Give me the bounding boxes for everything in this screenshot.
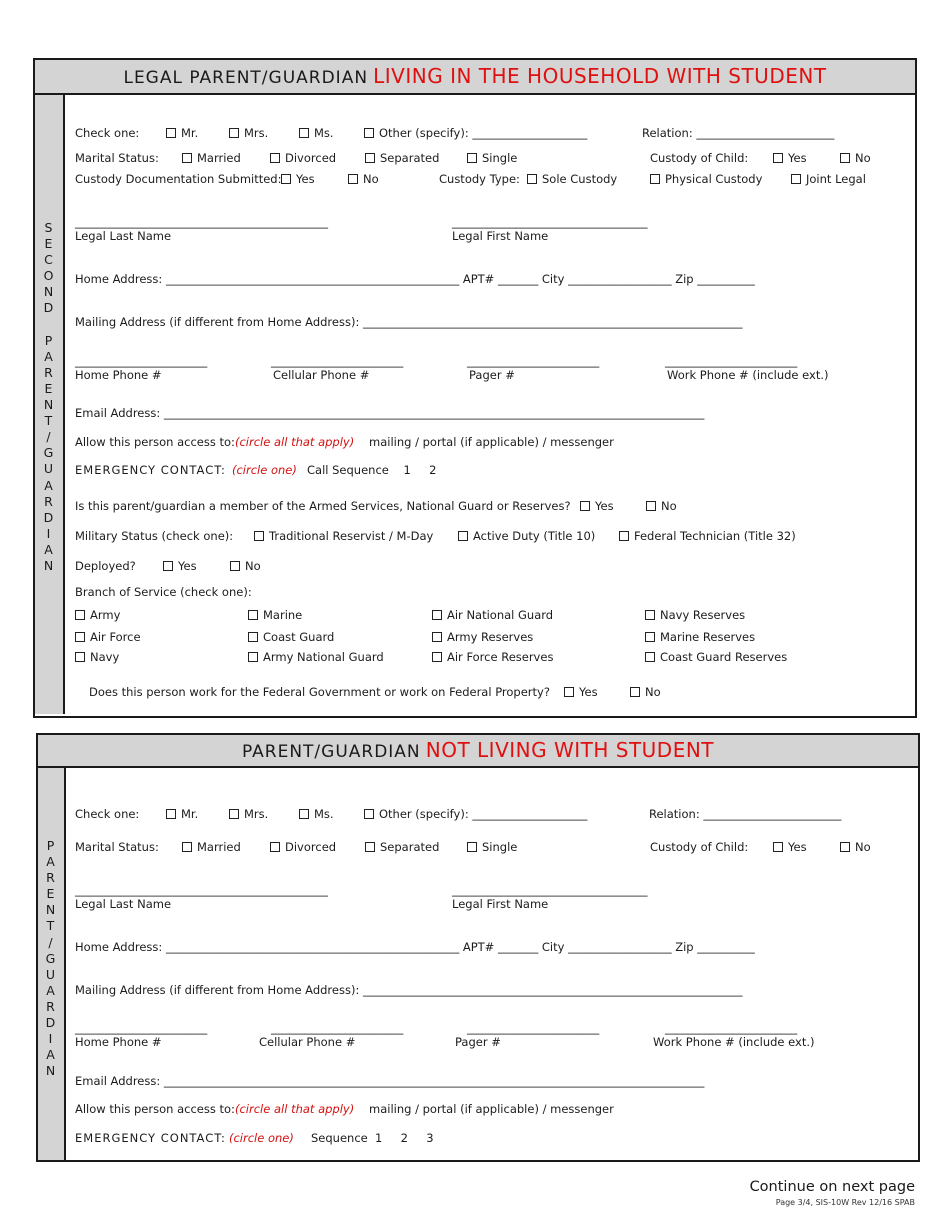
section2-header [38,735,918,768]
s2-circle-all-note: (circle all that apply) [235,1102,355,1116]
legal-first-name-label: Legal First Name [452,229,549,243]
mrs-checkbox[interactable] [229,128,239,138]
s2-divorced-checkbox[interactable] [270,842,280,852]
armed-yes-option[interactable]: Yes [580,499,614,513]
s2-circle-one-note: (circle one) [229,1131,294,1145]
s2-married-checkbox[interactable] [182,842,192,852]
title-mrs-option[interactable]: Mrs. [229,126,268,140]
s2-married-option[interactable]: Married [182,840,241,854]
section2-side-bar [38,768,66,1160]
deployed-yes-checkbox[interactable] [163,561,173,571]
s2-title-other-option[interactable]: Other (specify): ____________________ [364,807,587,821]
s2-check-one-label: Check one: [75,807,140,821]
marine-checkbox[interactable] [248,610,258,620]
s2-pager-label: Pager # [455,1035,501,1049]
home-address-field[interactable]: Home Address: ___________________________________________________ APT# _______ City __________________ Zip __________ [75,272,755,286]
separated-option[interactable]: Separated [365,151,439,165]
first-name-line[interactable]: __________________________________ [452,215,648,229]
ms-checkbox[interactable] [299,128,309,138]
s2-title-mr-option[interactable]: Mr. [166,807,198,821]
call-sequence-options[interactable]: Call Sequence 1 2 [307,463,437,477]
s2-email-field[interactable]: Email Address: ______________________________________________________________________________________________ [75,1074,705,1088]
custody-doc-yes-checkbox[interactable] [281,174,291,184]
cell-phone-label: Cellular Phone # [273,368,370,382]
navy-reserves-checkbox[interactable] [645,610,655,620]
s2-legal-first-name-label: Legal First Name [452,897,549,911]
home-phone-line[interactable]: _______________________ [75,354,208,368]
marital-status-label: Marital Status: [75,151,159,165]
navy-checkbox[interactable] [75,652,85,662]
military-status-label: Military Status (check one): [75,529,234,543]
married-option[interactable]: Married [182,151,241,165]
custody-no-checkbox[interactable] [840,153,850,163]
federal-no-checkbox[interactable] [630,687,640,697]
section1-header [35,60,915,95]
deployed-no-checkbox[interactable] [230,561,240,571]
active-duty-option[interactable]: Active Duty (Title 10) [458,529,595,543]
title-mr-option[interactable]: Mr. [166,126,198,140]
s2-custody-yes-checkbox[interactable] [773,842,783,852]
custody-doc-no-option[interactable]: No [348,172,379,186]
s2-home-phone-line[interactable]: _______________________ [75,1021,208,1035]
check-one-label: Check one: [75,126,140,140]
title-other-option[interactable]: Other (specify): ____________________ [364,126,587,140]
s2-single-checkbox[interactable] [467,842,477,852]
air-force-reserves-checkbox[interactable] [432,652,442,662]
federal-technician-checkbox[interactable] [619,531,629,541]
section2-title-black: PARENT/GUARDIAN [241,742,421,762]
federal-yes-option[interactable]: Yes [564,685,598,699]
s2-separated-option[interactable]: Separated [365,840,439,854]
s2-custody-no-option[interactable]: No [840,840,871,854]
circle-one-note: (circle one) [232,463,297,477]
branch-navy-reserves[interactable]: Navy Reserves [645,608,745,622]
sole-custody-option[interactable]: Sole Custody [527,172,617,186]
branch-coast-guard-reserves[interactable]: Coast Guard Reserves [645,650,787,664]
branch-navy[interactable]: Navy [75,650,119,664]
traditional-reservist-option[interactable]: Traditional Reservist / M-Day [254,529,433,543]
continue-next-page: Continue on next page [749,1179,915,1195]
s2-emergency-contact-label: EMERGENCY CONTACT: [75,1131,226,1145]
s2-home-address-field[interactable]: Home Address: ___________________________________________________ APT# _______ City __________________ Zip __________ [75,940,755,954]
single-option[interactable]: Single [467,151,517,165]
s2-single-option[interactable]: Single [467,840,517,854]
coast-guard-reserves-checkbox[interactable] [645,652,655,662]
s2-custody-of-child-label: Custody of Child: [650,840,749,854]
branch-air-force[interactable]: Air Force [75,630,141,644]
sole-custody-checkbox[interactable] [527,174,537,184]
federal-yes-checkbox[interactable] [564,687,574,697]
married-checkbox[interactable] [182,153,192,163]
s2-mailing-address-field[interactable]: Mailing Address (if different from Home Address): __________________________________________________________________ [75,983,743,997]
s2-title-mrs-option[interactable]: Mrs. [229,807,268,821]
s2-relation-field[interactable]: Relation: ________________________ [649,807,842,821]
divorced-checkbox[interactable] [270,153,280,163]
s2-allow-access-label: Allow this person access to: [75,1102,235,1116]
federal-question: Does this person work for the Federal Government or work on Federal Property? [89,685,550,699]
branch-air-national-guard[interactable]: Air National Guard [432,608,553,622]
custody-no-option[interactable]: No [840,151,871,165]
s2-custody-no-checkbox[interactable] [840,842,850,852]
separated-checkbox[interactable] [365,153,375,163]
work-phone-label: Work Phone # (include ext.) [667,368,829,382]
section2-side-label: P A R E N T / G U A R D I A N [45,838,57,1079]
single-checkbox[interactable] [467,153,477,163]
active-duty-checkbox[interactable] [458,531,468,541]
circle-all-note: (circle all that apply) [235,435,355,449]
s2-cell-phone-label: Cellular Phone # [259,1035,356,1049]
s2-marital-status-label: Marital Status: [75,840,159,854]
section1-side-bar [35,95,65,714]
army-reserves-checkbox[interactable] [432,632,442,642]
custody-yes-option[interactable]: Yes [773,151,807,165]
branch-coast-guard[interactable]: Coast Guard [248,630,334,644]
s2-last-name-line[interactable]: ____________________________________________ [75,883,328,897]
air-force-checkbox[interactable] [75,632,85,642]
federal-technician-option[interactable]: Federal Technician (Title 32) [619,529,796,543]
section1-side-label: S E C O N D P A R E N T / G U A R D I A N [43,220,55,573]
deployed-no-option[interactable]: No [230,559,261,573]
branch-army-national-guard[interactable]: Army National Guard [248,650,384,664]
relation-field[interactable]: Relation: ________________________ [642,126,835,140]
s2-first-name-line[interactable]: __________________________________ [452,883,648,897]
mailing-address-field[interactable]: Mailing Address (if different from Home Address): __________________________________________________________________ [75,315,743,329]
title-ms-option[interactable]: Ms. [299,126,334,140]
deployed-yes-option[interactable]: Yes [163,559,197,573]
armed-services-question: Is this parent/guardian a member of the Armed Services, National Guard or Reserves? [75,499,571,513]
armed-no-checkbox[interactable] [646,501,656,511]
custody-doc-yes-option[interactable]: Yes [281,172,315,186]
branch-marine-reserves[interactable]: Marine Reserves [645,630,755,644]
s2-work-phone-label: Work Phone # (include ext.) [653,1035,815,1049]
armed-no-option[interactable]: No [646,499,677,513]
s2-ms-checkbox[interactable] [299,809,309,819]
branch-army[interactable]: Army [75,608,120,622]
custody-doc-label: Custody Documentation Submitted: [75,172,282,186]
s2-title-ms-option[interactable]: Ms. [299,807,334,821]
joint-legal-checkbox[interactable] [791,174,801,184]
pager-line[interactable]: _______________________ [467,354,600,368]
email-field[interactable]: Email Address: ______________________________________________________________________________________________ [75,406,705,420]
air-national-guard-checkbox[interactable] [432,610,442,620]
home-phone-label: Home Phone # [75,368,162,382]
legal-last-name-label: Legal Last Name [75,229,172,243]
page-info: Page 3/4, SIS-10W Rev 12/16 SPAB [775,1198,915,1207]
section2-title-red: NOT LIVING WITH STUDENT [425,738,715,762]
other-checkbox[interactable] [364,128,374,138]
s2-other-checkbox[interactable] [364,809,374,819]
s2-cell-phone-line[interactable]: _______________________ [271,1021,404,1035]
s2-separated-checkbox[interactable] [365,842,375,852]
branch-army-reserves[interactable]: Army Reserves [432,630,533,644]
divorced-option[interactable]: Divorced [270,151,336,165]
s2-pager-line[interactable]: _______________________ [467,1021,600,1035]
section1-title-black: LEGAL PARENT/GUARDIAN [123,68,369,88]
pager-label: Pager # [469,368,515,382]
s2-mrs-checkbox[interactable] [229,809,239,819]
deployed-label: Deployed? [75,559,136,573]
mr-checkbox[interactable] [166,128,176,138]
s2-legal-last-name-label: Legal Last Name [75,897,172,911]
emergency-contact-label: EMERGENCY CONTACT: [75,463,226,477]
s2-custody-yes-option[interactable]: Yes [773,840,807,854]
branch-marine[interactable]: Marine [248,608,302,622]
s2-divorced-option[interactable]: Divorced [270,840,336,854]
custody-type-label: Custody Type: [439,172,520,186]
s2-home-phone-label: Home Phone # [75,1035,162,1049]
army-national-guard-checkbox[interactable] [248,652,258,662]
access-options[interactable]: mailing / portal (if applicable) / messenger [369,435,614,449]
army-checkbox[interactable] [75,610,85,620]
work-phone-line[interactable]: _______________________ [665,354,798,368]
branch-air-force-reserves[interactable]: Air Force Reserves [432,650,553,664]
s2-access-options[interactable]: mailing / portal (if applicable) / messenger [369,1102,614,1116]
coast-guard-checkbox[interactable] [248,632,258,642]
s2-mr-checkbox[interactable] [166,809,176,819]
section1-title-red: LIVING IN THE HOUSEHOLD WITH STUDENT [373,64,827,88]
federal-no-option[interactable]: No [630,685,661,699]
marine-reserves-checkbox[interactable] [645,632,655,642]
custody-yes-checkbox[interactable] [773,153,783,163]
physical-custody-option[interactable]: Physical Custody [650,172,762,186]
s2-sequence-options[interactable]: Sequence 1 2 3 [311,1131,434,1145]
last-name-line[interactable]: ____________________________________________ [75,215,328,229]
joint-legal-option[interactable]: Joint Legal [791,172,866,186]
branch-label: Branch of Service (check one): [75,585,252,599]
armed-yes-checkbox[interactable] [580,501,590,511]
custody-doc-no-checkbox[interactable] [348,174,358,184]
custody-of-child-label: Custody of Child: [650,151,749,165]
physical-custody-checkbox[interactable] [650,174,660,184]
traditional-reservist-checkbox[interactable] [254,531,264,541]
s2-work-phone-line[interactable]: _______________________ [665,1021,798,1035]
cell-phone-line[interactable]: _______________________ [271,354,404,368]
allow-access-label: Allow this person access to: [75,435,235,449]
